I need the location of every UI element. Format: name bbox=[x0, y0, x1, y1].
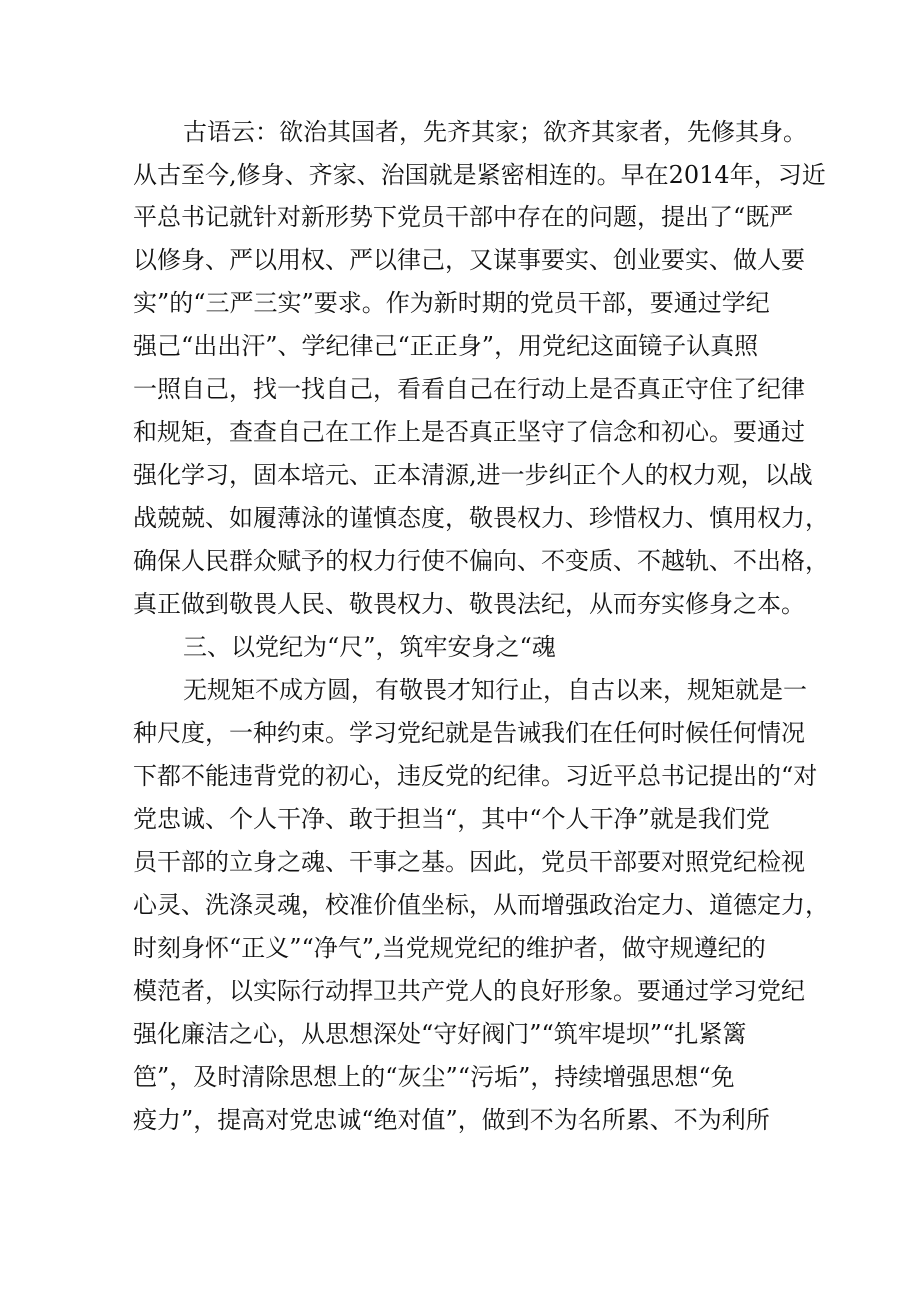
paragraph-1-line-1: 古语云：欲治其国者，先齐其家；欲齐其家者，先修其身。 bbox=[183, 118, 807, 146]
paragraph-2-line-1: 无规矩不成方圆，有敬畏才知行止，自古以来，规矩就是一 bbox=[183, 676, 807, 704]
paragraph-1-line-5: 实”的“三严三实”要求。作为新时期的党员干部，要通过学纪 bbox=[133, 289, 770, 317]
paragraph-1-line-6: 强己“出出汗”、学纪律己“正正身”，用党纪这面镜子认真照 bbox=[133, 332, 759, 360]
paragraph-1-line-7: 一照自己，找一找自己，看看自己在行动上是否真正守住了纪律 bbox=[133, 375, 805, 403]
paragraph-2-line-7: 时刻身怀“正义”“净气”,当党规党纪的维护者，做守规遵纪的 bbox=[133, 934, 766, 962]
paragraph-1-line-10: 战兢兢、如履薄泳的谨慎态度，敬畏权力、珍惜权力、慎用权力， bbox=[133, 504, 829, 532]
paragraph-2-line-2: 种尺度，一种约束。学习党纪就是告诫我们在任何时候任何情况 bbox=[133, 719, 805, 747]
paragraph-1-line-4: 以修身、严以用权、严以律己，又谋事要实、创业要实、做人要 bbox=[133, 246, 805, 274]
paragraph-2-line-8: 模范者，以实际行动捍卫共产党人的良好形象。要通过学习党纪 bbox=[133, 977, 805, 1005]
paragraph-2-line-4: 党忠诚、个人干净、敢于担当“，其中“个人干净”就是我们党 bbox=[133, 805, 770, 833]
paragraph-2-line-3: 下都不能违背党的初心，违反党的纪律。习近平总书记提出的“对 bbox=[133, 762, 818, 790]
paragraph-2-line-6: 心灵、洗涤灵魂，校准价值坐标，从而增强政治定力、道德定力， bbox=[133, 891, 829, 919]
paragraph-2-line-9: 强化廉洁之心，从思想深处“守好阀门”“筑牢堤坝”“扎紧篱 bbox=[133, 1020, 747, 1048]
paragraph-1-line-2: 从古至今,修身、齐家、治国就是紧密相连的。早在2014年，习近 bbox=[133, 161, 826, 189]
paragraph-2-line-11: 疫力”，提高对党忠诚“绝对值”，做到不为名所累、不为利所 bbox=[133, 1106, 770, 1134]
section-heading: 三、以党纪为“尺”，筑牢安身之“魂 bbox=[183, 633, 556, 661]
paragraph-2-line-10: 笆”，及时清除思想上的“灰尘”“污垢”，持续增强思想“免 bbox=[133, 1063, 735, 1091]
paragraph-1-line-12: 真正做到敬畏人民、敬畏权力、敬畏法纪，从而夯实修身之本。 bbox=[133, 590, 805, 618]
paragraph-2-line-5: 员干部的立身之魂、干事之基。因此，党员干部要对照党纪检视 bbox=[133, 848, 805, 876]
paragraph-1-line-9: 强化学习，固本培元、正本清源,进一步纠正个人的权力观，以战 bbox=[133, 461, 813, 489]
paragraph-1-line-3: 平总书记就针对新形势下党员干部中存在的问题，提出了“既严 bbox=[133, 203, 794, 231]
paragraph-1-line-11: 确保人民群众赋予的权力行使不偏向、不变质、不越轨、不出格， bbox=[133, 547, 829, 575]
paragraph-1-line-8: 和规矩，查查自己在工作上是否真正坚守了信念和初心。要通过 bbox=[133, 418, 805, 446]
